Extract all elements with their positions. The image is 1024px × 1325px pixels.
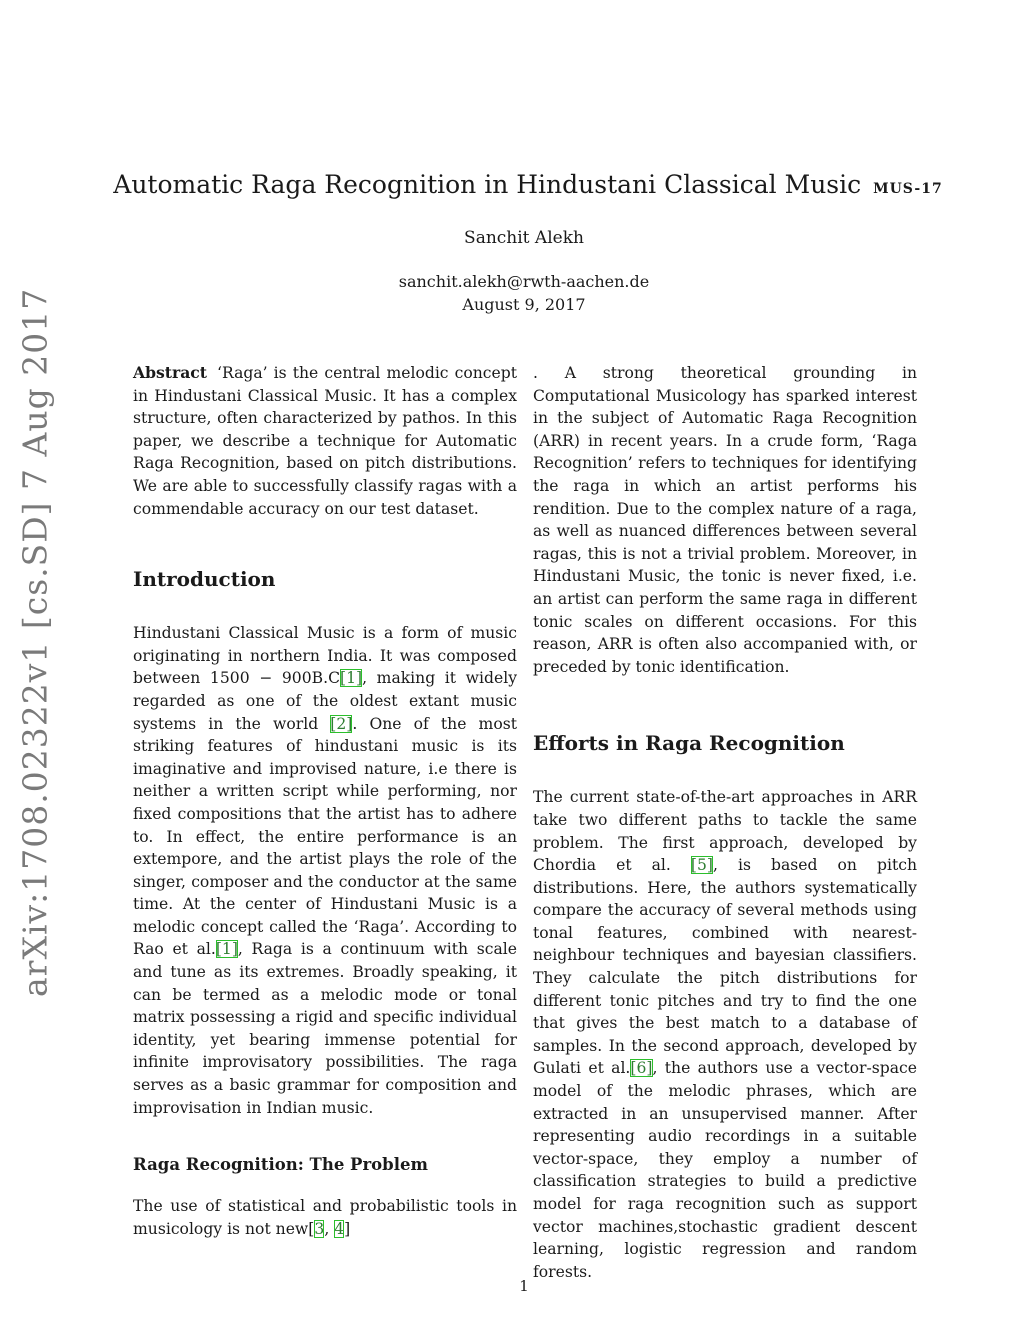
efforts-text-3: , the authors use a vector-space model of the melodic phrases, which are extracted in an unsupervised manner. After representing audio recordings in a suitable vector-space, they employ a number of classification strategies to build a predictive model for raga recognition such as support vector machines,stochastic gradient descent learning, logistic regression and random forests. <box>533 1059 917 1281</box>
efforts-paragraph <box>533 786 917 1283</box>
citation-link[interactable]: 4 <box>334 1219 345 1238</box>
citation-separator: , <box>324 1219 335 1238</box>
citation-bracket: ] <box>344 1219 351 1238</box>
citation-link[interactable]: [1] <box>340 669 363 688</box>
intro-text-2: , making it widely regarded as one of the oldest extant music systems in the world <box>133 669 517 733</box>
author-email[interactable]: sanchit.alekh@rwth-aachen.de <box>398 272 650 291</box>
arxiv-identifier: arXiv:1708.02322v1 [cs.SD] 7 Aug 2017 <box>15 287 55 998</box>
problem-heading: Raga Recognition: The Problem <box>133 1155 428 1175</box>
title-text: Automatic Raga Recognition in Hindustani Classical Music <box>113 170 862 199</box>
intro-text-1: Hindustani Classical Music is a form of music originating in northern India. It was composed between 1500 − 900B.C <box>133 624 517 688</box>
introduction-paragraph <box>133 622 517 1119</box>
problem-text-1: The use of statistical and probabilistic tools in musicology is not new <box>133 1197 517 1238</box>
intro-text-4: , Raga is a continuum with scale and tune as its extremes. Broadly speaking, it can be termed as a melodic mode or tonal matrix possessing a rigid and specific individual identity, yet bearing immense potential for infinite improvisatory possibilities. The raga serves as a basic grammar for composition and improvisation in Indian music. <box>133 940 517 1117</box>
author-contact <box>0 270 1024 316</box>
paper-title <box>0 170 1024 199</box>
abstract-text: ‘Raga’ is the central melodic concept in Hindustani Classical Music. It has a complex structure, often characterized by pathos. In this paper, we describe a technique for Automatic Raga Recognition, based on pitch distributions. We are able to successfully classify ragas with a commendable accuracy on our test dataset. <box>133 364 517 518</box>
efforts-heading: Efforts in Raga Recognition <box>533 731 845 756</box>
author-name: Sanchit Alekh <box>464 228 584 248</box>
paper-date: August 9, 2017 <box>462 295 586 314</box>
problem-paragraph <box>133 1195 517 1240</box>
citation-bracket: [ <box>308 1219 315 1238</box>
problem-paragraph-continued: . A strong theoretical grounding in Computational Musicology has sparked interest in the subject of Automatic Raga Recognition (ARR) in recent years. In a crude form, ‘Raga Recognition’ refers to techniques for identifying the raga in which an artist performs his rendition. Due to the complex nature of a raga, as well as nuanced differences between several ragas, this is not a trivial problem. Moreover, in Hindustani Music, the tonic is never fixed, i.e. an artist can perform the same raga in different tonic scales on different occasions. For this reason, ARR is often also accompanied with, or preceded by tonic identification. <box>533 364 917 676</box>
citation-link[interactable]: [2] <box>330 714 353 733</box>
citation-link[interactable]: 3 <box>314 1219 325 1238</box>
page-number: 1 <box>519 1277 529 1295</box>
intro-text-3: . One of the most striking features of hindustani music is its imaginative and improvised nature, i.e there is neither a written script while performing, nor fixed compositions that the artist has to adhere to. In effect, the entire performance is an extempore, and the artist plays the role of the singer, composer and the conductor at the same time. At the center of Hindustani Music is a melodic concept called the ‘Raga’. According to Rao et al. <box>133 714 518 959</box>
title-tag: MUS-17 <box>873 181 943 197</box>
citation-link[interactable]: [1] <box>215 940 238 959</box>
efforts-text-2: , is based on pitch distributions. Here, the authors systematically compare the accuracy of several methods using tonal features, combined with nearest-neighbour techniques and bayesian classifiers. They calculate the pitch distributions for different tonic pitches and try to find the one that gives the best match to a database of samples. In the second approach, developed by Gulati et al. <box>533 856 917 1078</box>
right-column <box>533 362 917 1283</box>
introduction-heading: Introduction <box>133 567 276 592</box>
left-column <box>133 362 517 1240</box>
citation-link[interactable]: [5] <box>690 856 713 875</box>
abstract <box>133 362 517 520</box>
efforts-text-1: The current state-of-the-art approaches in ARR take two different paths to tackle the same problem. The first approach, developed by Chordia et al. <box>533 788 917 875</box>
abstract-label: Abstract <box>133 363 208 382</box>
citation-link[interactable]: [6] <box>630 1059 653 1078</box>
